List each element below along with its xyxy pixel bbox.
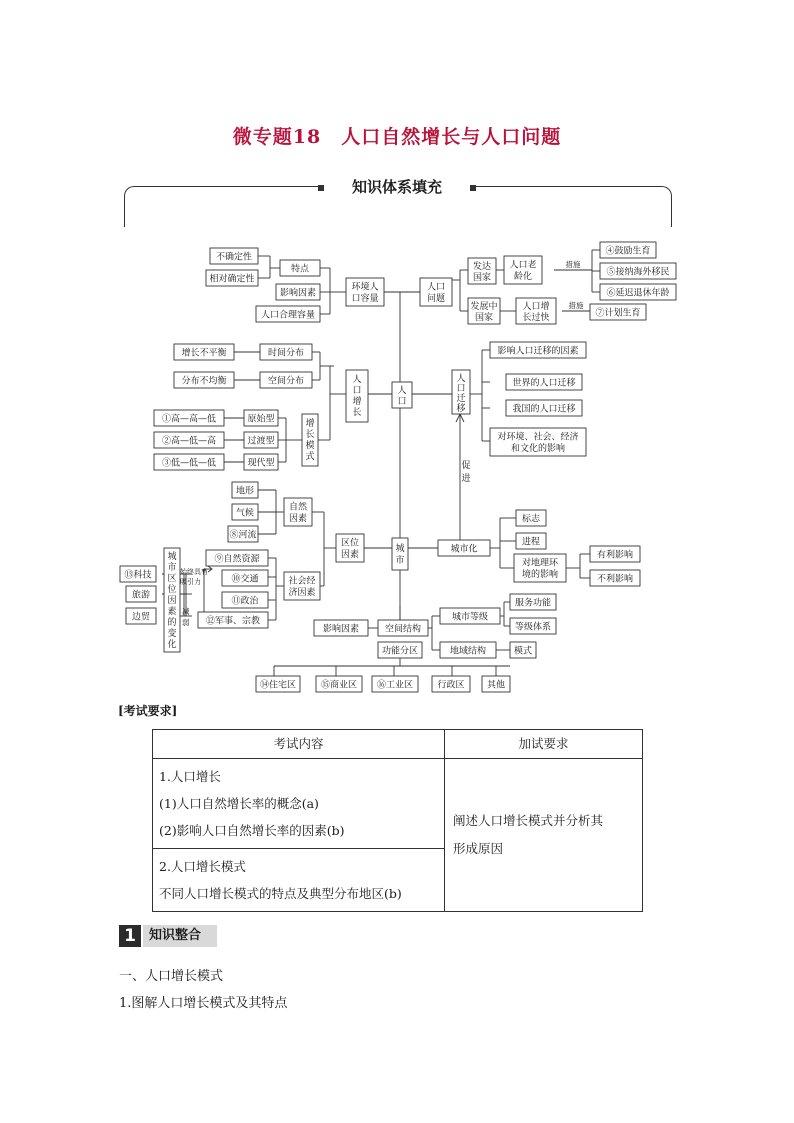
node-immigration — [600, 263, 676, 279]
node-mode-text: 模式 — [513, 646, 533, 657]
node-pop-migration-text-4: 移 — [456, 404, 466, 414]
city-loc-change-text-9: 化 — [167, 640, 177, 650]
node-traits-text: 特点 — [290, 264, 310, 275]
promote-text-1: 促 — [461, 461, 471, 471]
node-impact-text-2: 和文化的影响 — [510, 444, 566, 454]
node-aging-text-1: 人口老 — [509, 260, 537, 271]
node-china-migration — [506, 400, 582, 416]
row2-item-a: 不同人口增长模式的特点及典型分布地区(b) — [159, 886, 402, 901]
table-header-content: 考试内容 — [153, 730, 445, 759]
node-hhl — [154, 410, 224, 426]
node-growth-mode-text-1: 增 — [305, 419, 315, 429]
node-growth-mode-text-4: 式 — [305, 452, 315, 462]
node-city-location-change — [164, 548, 180, 652]
node-uneven-dist-text: 分布不均衡 — [181, 376, 227, 387]
node-modern-text: 现代型 — [247, 458, 275, 469]
node-env-capacity-text-1: 环境人 — [351, 282, 379, 293]
node-impact-text-1: 对环境、社会、经济 — [497, 432, 579, 443]
node-pop-growth-text-2: 口 — [352, 386, 362, 396]
node-city-grade — [440, 608, 500, 624]
node-industrial-text: ⑯工业区 — [376, 680, 414, 691]
city-loc-change-text-4: 位 — [167, 585, 177, 595]
node-primitive-text: 原始型 — [247, 414, 275, 425]
node-uneven-dist — [174, 372, 234, 388]
banner-dot-left — [318, 185, 324, 191]
node-location-text-2: 因素 — [340, 550, 360, 560]
node-population — [392, 382, 412, 408]
node-favorable — [590, 546, 640, 562]
weaken-text-2: 弱 — [182, 618, 190, 627]
node-env-capacity — [346, 278, 384, 306]
node-world-migration — [506, 374, 582, 390]
node-natural-text-2: 因素 — [288, 514, 308, 524]
node-traits — [280, 260, 320, 276]
city-loc-change-text-1: 城 — [167, 552, 177, 562]
node-river — [228, 526, 258, 542]
node-hierarchy — [510, 618, 556, 634]
node-traffic-text: ⑩交通 — [231, 574, 259, 585]
node-transition-text: 过渡型 — [247, 436, 275, 447]
node-admin — [432, 676, 470, 692]
node-pop-migration-text-1: 人 — [456, 374, 466, 384]
city-loc-change-text-3: 区 — [167, 574, 177, 584]
node-time-distribution — [260, 344, 312, 360]
node-impact — [490, 428, 586, 456]
node-tourism — [126, 586, 156, 602]
node-geo-env-text-2: 境的影响 — [521, 570, 559, 580]
node-mig-factors-text: 影响人口迁移的因素 — [497, 346, 579, 357]
node-factors — [276, 284, 320, 300]
node-pop-migration — [452, 370, 470, 414]
node-tourism-text: 旅游 — [131, 590, 151, 601]
node-pop-problem-text-2: 问题 — [426, 294, 446, 304]
city-loc-change-text-8: 变 — [167, 629, 177, 639]
node-reasonable-text: 人口合理容量 — [260, 310, 316, 321]
node-relative-certainty — [206, 270, 258, 286]
row1-item-a: (1)人口自然增长率的概念(a) — [159, 796, 319, 811]
node-pop-growth-text-1: 人 — [352, 375, 362, 385]
node-fast-growth-text-2: 长过快 — [522, 313, 550, 323]
node-world-mig-text: 世界的人口迁移 — [512, 378, 576, 389]
node-industrial — [372, 676, 418, 692]
node-aging — [504, 256, 542, 284]
heading-diagram-explain: 1.图解人口增长模式及其特点 — [119, 996, 288, 1011]
city-loc-change-text-6: 素 — [167, 607, 177, 617]
node-hierarchy-text: 等级体系 — [514, 622, 552, 633]
node-service-function — [510, 594, 556, 610]
city-loc-change-text-5: 因 — [167, 596, 177, 606]
node-aging-text-2: 龄化 — [513, 272, 533, 282]
node-hll — [154, 432, 224, 448]
node-pop-problem — [420, 278, 452, 306]
city-loc-change-text-2: 市 — [167, 563, 177, 573]
node-pop-growth — [346, 370, 368, 422]
exam-requirements-title: [考试要求] — [118, 704, 178, 718]
node-developing-text-2: 国家 — [474, 313, 494, 323]
extra-line-1: 阐述人口增长模式并分析其 — [453, 813, 604, 828]
node-favorable-text: 有利影响 — [596, 550, 634, 561]
node-location-factors — [336, 534, 364, 562]
node-pop-text-2: 口 — [397, 397, 407, 407]
node-modern — [244, 454, 278, 470]
node-env-capacity-text-2: 口容量 — [351, 294, 379, 304]
node-residential — [256, 676, 300, 692]
node-admin-text: 行政区 — [437, 680, 465, 691]
node-transition — [244, 432, 278, 448]
node-politics — [222, 592, 268, 608]
node-func-zone-text: 功能分区 — [381, 646, 419, 657]
extra-line-2: 形成原因 — [453, 841, 504, 856]
measures-label-1: 措施 — [565, 260, 581, 269]
node-developed — [468, 258, 496, 284]
node-spatial-text: 空间结构 — [384, 624, 422, 635]
row1-item-b: (2)影响人口自然增长率的因素(b) — [159, 823, 345, 838]
node-unfavorable-text: 不利影响 — [596, 574, 634, 585]
node-function-zone — [378, 642, 422, 658]
node-natural-factors — [284, 498, 312, 526]
banner-label — [324, 176, 470, 198]
node-mode — [510, 642, 536, 658]
table-row — [153, 759, 643, 849]
node-socio-text-2: 济因素 — [288, 588, 316, 598]
measures-label-2: 措施 — [568, 301, 584, 310]
node-relative-text: 相对确定性 — [209, 274, 255, 285]
node-location-text-1: 区位 — [340, 538, 360, 549]
knowledge-diagram — [124, 236, 680, 696]
node-spatial-structure — [378, 620, 428, 636]
node-military — [198, 612, 268, 628]
node-service-text: 服务功能 — [514, 598, 552, 609]
node-immig-text: ⑤接纳海外移民 — [606, 267, 670, 278]
node-traffic — [222, 570, 268, 586]
node-uneven-growth — [174, 344, 234, 360]
promote-text-2: 进 — [461, 474, 471, 484]
node-reasonable-capacity — [256, 306, 320, 322]
node-developing — [468, 298, 500, 324]
node-growth-mode — [302, 414, 318, 466]
node-developing-text-1: 发展中 — [470, 302, 498, 312]
node-pop-text-1: 人 — [397, 386, 407, 396]
node-primitive — [244, 410, 278, 426]
node-pop-migration-text-3: 迁 — [456, 394, 466, 404]
node-pop-growth-text-4: 长 — [352, 408, 362, 418]
banner-text: 知识体系填充 — [351, 178, 442, 196]
node-family-planning — [590, 304, 646, 320]
node-military-text: ⑫军事、宗教 — [205, 616, 261, 627]
node-city — [392, 538, 408, 570]
node-urbanization — [438, 540, 490, 556]
node-fast-growth-text-1: 人口增 — [522, 302, 550, 312]
section-header — [119, 925, 219, 947]
city-loc-change-text-7: 的 — [167, 618, 177, 628]
node-terrain-text: 地形 — [235, 486, 255, 497]
section-number: 1 — [119, 925, 141, 947]
node-influence-factors — [314, 620, 368, 636]
node-process-text: 进程 — [521, 537, 541, 548]
node-river-text: ⑧河流 — [229, 530, 257, 541]
node-other-text: 其他 — [486, 680, 506, 691]
node-process — [516, 533, 546, 549]
table-cell-growth — [153, 759, 445, 849]
node-residential-text: ⑭住宅区 — [259, 680, 297, 691]
node-factors-text: 影响因素 — [279, 288, 317, 299]
node-other — [482, 676, 510, 692]
node-hll-text: ②高—低—高 — [161, 436, 217, 447]
section-label: 知识整合 — [143, 925, 217, 947]
always-attract-text-2: 吸引力 — [180, 578, 201, 586]
node-city-text-2: 市 — [395, 556, 405, 566]
node-natural-resources — [206, 550, 268, 566]
node-border-text: 边贸 — [131, 612, 151, 623]
node-infl-text: 影响因素 — [322, 624, 360, 635]
table-header-extra: 加试要求 — [445, 730, 643, 759]
node-commercial-text: ⑮商业区 — [320, 680, 358, 691]
node-natural-text-1: 自然 — [288, 502, 308, 513]
node-growth-mode-text-2: 长 — [305, 430, 315, 440]
node-city-text-1: 城 — [395, 544, 405, 554]
table-header-row — [153, 730, 643, 759]
node-tech-text: ⑬科技 — [124, 570, 152, 581]
node-uncertainty-text: 不确定性 — [215, 252, 253, 263]
node-nat-res-text: ⑨自然资源 — [214, 554, 260, 565]
node-politics-text: ⑪政治 — [231, 596, 259, 607]
node-commercial — [316, 676, 362, 692]
node-lll — [154, 454, 224, 470]
node-retire-text: ⑥延迟退休年龄 — [606, 288, 670, 299]
node-lll-text: ③低—低—低 — [161, 458, 217, 469]
row2-title: 2.人口增长模式 — [159, 859, 246, 874]
node-space-distribution — [260, 372, 312, 388]
node-developed-text-2: 国家 — [472, 273, 492, 283]
row1-title: 1.人口增长 — [159, 769, 221, 784]
node-socio-factors — [284, 572, 320, 600]
node-time-dist-text: 时间分布 — [267, 348, 305, 359]
table-cell-extra — [445, 759, 643, 912]
heading-growth-mode: 一、人口增长模式 — [119, 969, 224, 984]
node-encourage-birth — [600, 242, 656, 258]
node-sign — [516, 510, 546, 526]
node-terrain — [232, 482, 258, 498]
weaken-text-1: 减 — [182, 607, 190, 616]
node-retirement — [600, 284, 676, 300]
node-pop-growth-text-3: 增 — [352, 397, 362, 407]
node-developed-text-1: 发达 — [472, 262, 492, 272]
node-pop-problem-text-1: 人口 — [426, 282, 446, 293]
node-hhl-text: ①高—高—低 — [161, 414, 217, 425]
node-space-dist-text: 空间分布 — [267, 376, 305, 387]
node-china-mig-text: 我国的人口迁移 — [512, 404, 576, 415]
node-geo-env-impact — [514, 554, 566, 582]
requirements-table — [152, 729, 643, 912]
node-urbanization-text: 城市化 — [450, 544, 478, 555]
table-cell-mode — [153, 849, 445, 912]
node-uncertainty — [210, 248, 258, 264]
node-city-grade-text: 城市等级 — [451, 612, 489, 623]
node-migration-factors — [490, 342, 586, 358]
node-regional-structure — [440, 642, 496, 658]
node-climate-text: 气候 — [235, 508, 255, 519]
node-border-trade — [126, 608, 156, 624]
page-title: 微专题18 人口自然增长与人口问题 — [232, 126, 562, 148]
node-family-plan-text: ⑦计划生育 — [595, 308, 641, 319]
node-growth-mode-text-3: 模 — [305, 441, 315, 451]
node-uneven-growth-text: 增长不平衡 — [181, 348, 227, 359]
node-pop-migration-text-2: 口 — [456, 384, 466, 394]
node-socio-text-1: 社会经 — [288, 576, 316, 587]
section-banner — [124, 176, 672, 228]
node-regional-text: 地域结构 — [449, 646, 487, 657]
always-attract-text-1: 始终具有 — [180, 568, 208, 576]
node-encourage-text: ④鼓励生育 — [605, 246, 651, 257]
node-geo-env-text-1: 对地理环 — [521, 558, 559, 569]
node-sign-text: 标志 — [521, 514, 541, 525]
banner-dot-right — [470, 185, 476, 191]
node-tech — [120, 566, 156, 582]
node-fast-growth — [516, 298, 556, 324]
node-climate — [232, 504, 258, 520]
node-unfavorable — [590, 570, 640, 586]
